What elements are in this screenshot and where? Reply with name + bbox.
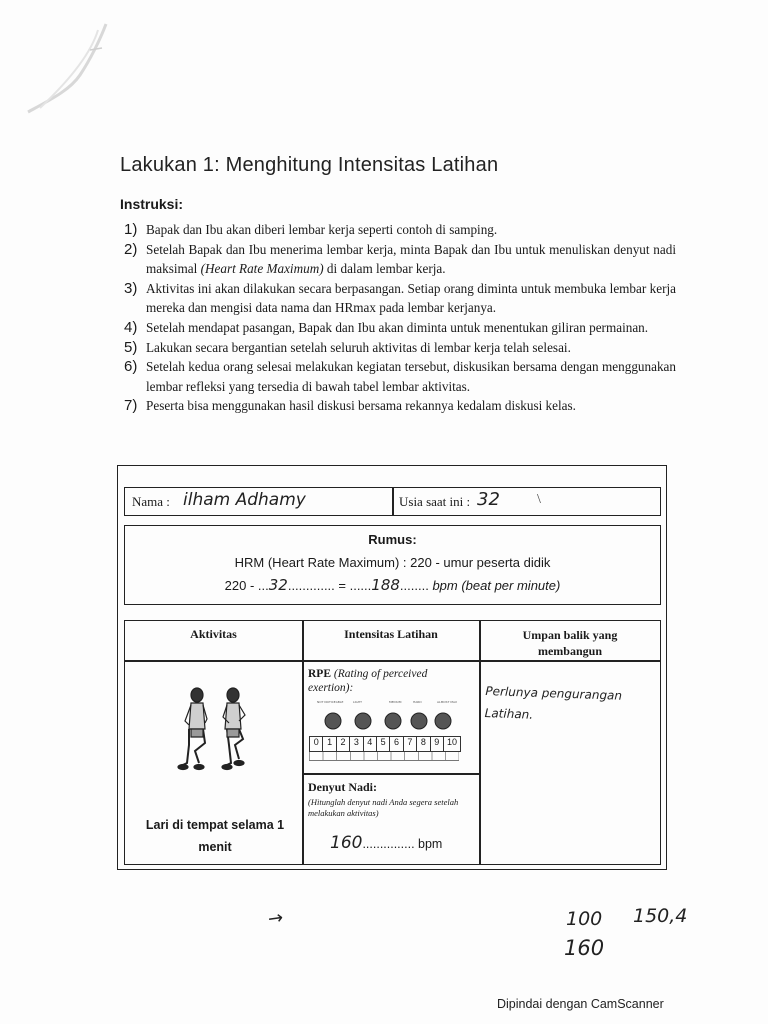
header-divider xyxy=(125,660,660,662)
col-activity-header: Aktivitas xyxy=(190,627,237,641)
pulse-title: Denyut Nadi: xyxy=(308,780,378,794)
instruction-item-1: 1) Bapak dan Ibu akan diberi lembar kerja seperti contoh di samping. xyxy=(124,221,498,238)
activity-label: Lari di tempat selama 1 menit xyxy=(145,818,285,854)
formula-calculation: 220 - ...32............. = ......188........ bpm (beat per minute) xyxy=(224,576,561,594)
formula-line: HRM (Heart Rate Maximum) : 220 - umur peserta didik xyxy=(234,555,551,570)
age-value: 32 xyxy=(477,489,500,510)
formula-title: Rumus: xyxy=(368,532,417,547)
margin-note-150: 150,4 xyxy=(633,905,688,927)
rpe-number-scale: 0 1 2 3 4 5 6 7 8 9 10 xyxy=(309,736,461,752)
instruction-item-5: 5) Lakukan secara bergantian setelah seluruh aktivitas di lembar kerja telah selesai. xyxy=(124,338,571,356)
camscanner-footer: Dipindai dengan CamScanner xyxy=(497,997,664,1011)
name-value: ilham Adhamy xyxy=(183,490,306,510)
scan-smudge xyxy=(20,20,110,120)
col-intensity-header: Intensitas Latihan xyxy=(344,627,438,641)
instruction-item-7: 7) Peserta bisa menggunakan hasil diskusi bersama rekannya kedalam diskusi kelas. xyxy=(124,397,576,415)
instructions-heading: Instruksi: xyxy=(120,196,184,212)
pen-mark: \ xyxy=(537,492,541,507)
hrmax-value: 188 xyxy=(371,576,400,594)
margin-note-160: 160 xyxy=(564,936,605,960)
name-label: Nama : xyxy=(132,494,170,509)
instruction-item-6: 6) Setelah kedua orang selesai melakukan kegiatan tersebut, diskusikan bersama dengan menggunakan lembar refleksi yang tersedia di bawah tabel lembar aktivitas. xyxy=(124,358,676,394)
running-figures-illustration xyxy=(177,685,257,807)
instruction-item-4: 4) Setelah mendapat pasangan, Bapak dan Ibu akan diminta untuk menentukan giliran permainan. xyxy=(124,318,649,336)
col-divider-1 xyxy=(302,621,304,864)
pulse-value: 160 xyxy=(330,833,363,853)
pulse-measurement: 160............... bpm xyxy=(330,833,443,853)
name-age-divider xyxy=(392,488,394,515)
margin-scribble: → xyxy=(266,907,285,930)
formula-age-value: 32 xyxy=(268,576,288,594)
col-feedback-header: Umpan balik yang membangun xyxy=(522,628,618,658)
instruction-item-3: 3) Aktivitas ini akan dilakukan secara berpasangan. Setiap orang diminta untuk membuka lembar kerja mereka dan mengisi data nama dan HRmax pada lembar kerjanya. xyxy=(124,279,676,316)
feedback-handwriting: Perlunya pengurangan Latihan. xyxy=(484,684,623,722)
formula-box xyxy=(124,525,661,605)
name-age-row xyxy=(124,487,661,516)
col-divider-2 xyxy=(479,621,481,864)
instructions-list xyxy=(120,220,676,416)
rpe-color-bar xyxy=(309,752,459,761)
section-title: Lakukan 1: Menghitung Intensitas Latihan xyxy=(120,154,499,176)
rpe-title: RPE (Rating of perceived exertion): xyxy=(308,668,428,694)
rpe-faces xyxy=(309,710,469,732)
pulse-note: (Hitunglah denyut nadi Anda segera setelah melakukan aktivitas) xyxy=(308,797,459,818)
instruction-item-2: 2) Setelah Bapak dan Ibu menerima lembar kerja, minta Bapak dan Ibu untuk menuliskan denyut nadi maksimal (Heart Rate Maximum) di dalam lembar kerja. xyxy=(124,240,676,277)
age-label: Usia saat ini : xyxy=(399,494,471,509)
margin-note-100: 100 xyxy=(566,908,603,930)
rpe-scale-words: NOT NOTICEABLE LIGHT MEDIUM HARD ALMOST MAX xyxy=(317,700,458,704)
activity-table xyxy=(124,620,661,865)
rpe-pulse-divider xyxy=(302,773,479,775)
